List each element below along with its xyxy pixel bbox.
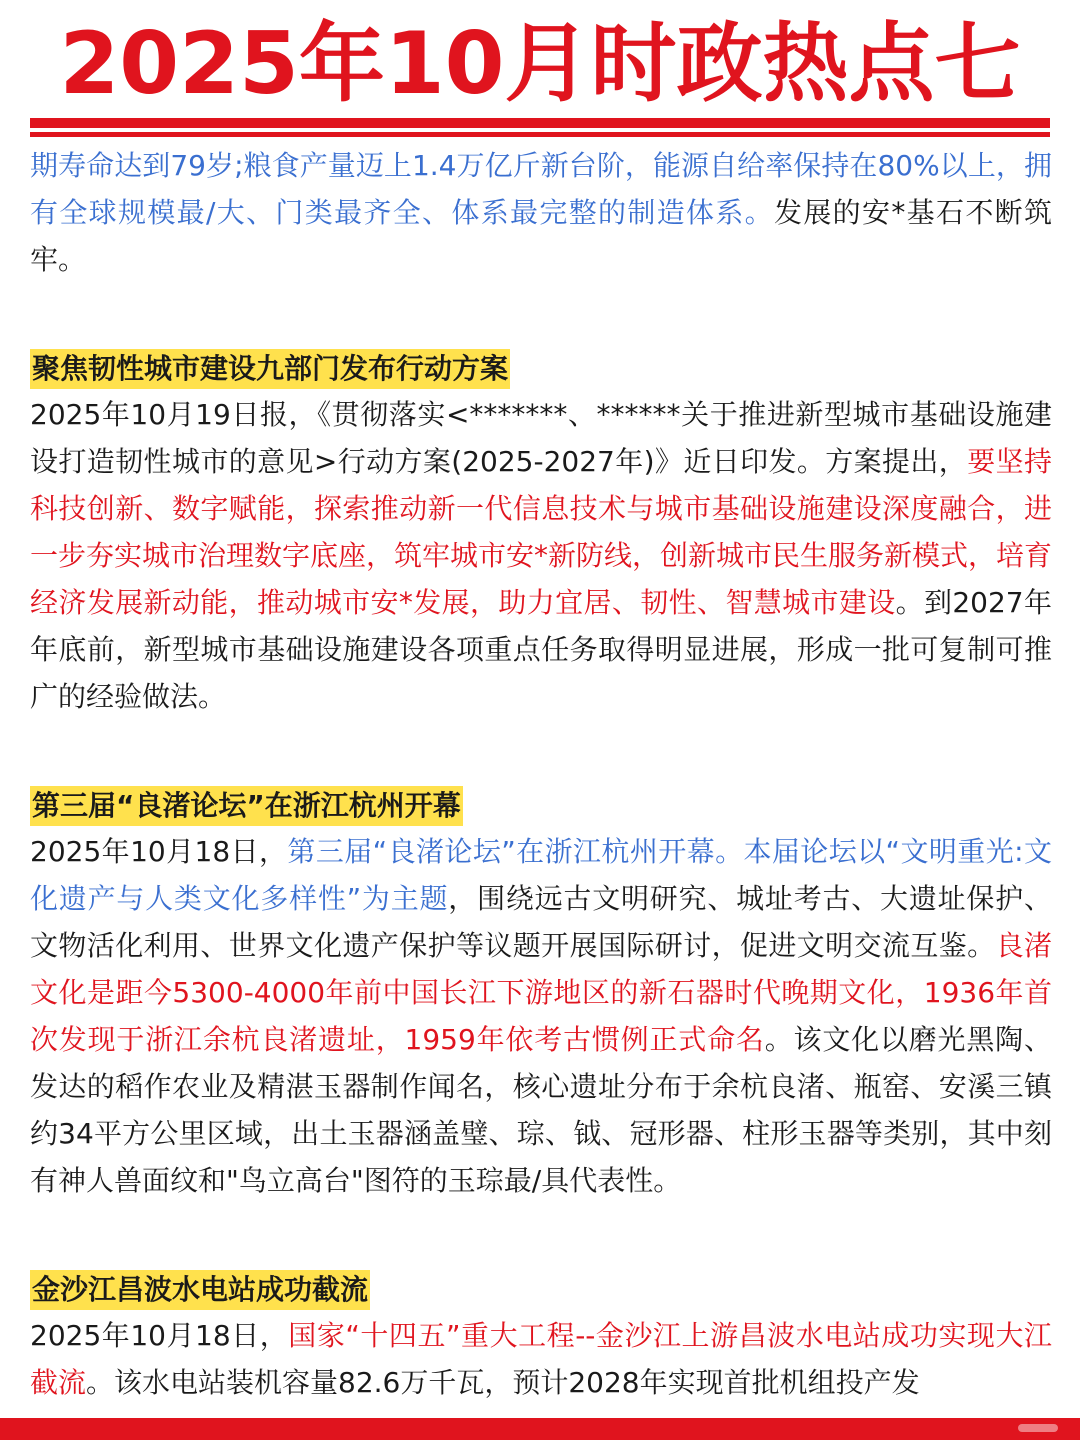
paragraph-text: 2025年10月18日， [30, 835, 288, 868]
section-heading: 第三届“良渚论坛”在浙江杭州开幕 [30, 786, 463, 826]
footer-watermark-mark [1018, 1424, 1058, 1432]
section-liangzhu-forum [30, 786, 1052, 1204]
paragraph-key-point: 要坚持科技创新、数字赋能，探索推动新一代信息技术与城市基础设施建设深度融合，进一步夯实城市治理数字底座，筑牢城市安*新防线，创新城市民生服务新模式，培育经济发展新动能，推动城市安*发展，助力宜居、韧性、智慧城市建设 [30, 445, 1053, 619]
article-body [30, 142, 1052, 1406]
section-heading: 聚焦韧性城市建设九部门发布行动方案 [30, 349, 510, 389]
footer-bar [0, 1418, 1080, 1440]
section-resilient-city [30, 349, 1052, 720]
paragraph-highlight: 第三届“良渚论坛”在浙江杭州开幕。本届论坛以“文明重光:文化遗产与人类文化多样性”为主题 [30, 835, 1052, 915]
paragraph-text: 。该水电站装机容量82.6万千瓦，预计2028年实现首批机组投产发 [86, 1366, 920, 1399]
section-paragraph [30, 1312, 1052, 1406]
section-paragraph [30, 391, 1052, 720]
paragraph-text: 2025年10月18日， [30, 1319, 289, 1352]
paragraph-key-point: 国家“十四五”重大工程--金沙江上游昌波水电站成功实现大江截流 [30, 1319, 1052, 1399]
paragraph-text: 。该文化以磨光黑陶、发达的稻作农业及精湛玉器制作闻名，核心遗址分布于余杭良渚、瓶窑、安溪三镇约34平方公里区域，出土玉器涵盖璧、琮、钺、冠形器、柱形玉器等类别，其中刻有神人兽面纹和"鸟立高台"图符的玉琮最/具代表性。 [30, 1023, 1052, 1197]
paragraph-key-point: 良渚文化是距今5300-4000年前中国长江下游地区的新石器时代晚期文化，1936年首次发现于浙江余杭良渚遗址，1959年依考古惯例正式命名 [30, 929, 1052, 1056]
paragraph-text: ，围绕远古文明研究、城址考古、大遗址保护、文物活化利用、世界文化遗产保护等议题开展国际研讨，促进文明交流互鉴。 [30, 882, 1052, 962]
intro-text: 发展的安*基石不断筑牢。 [30, 196, 1052, 276]
title-underline-thick [30, 118, 1050, 128]
intro-highlight-text: 期寿命达到79岁;粮食产量迈上1.4万亿斤新台阶，能源自给率保持在80%以上，拥有全球规模最/大、门类最齐全、体系最完整的制造体系。 [30, 149, 1052, 229]
intro-paragraph [30, 142, 1052, 283]
paragraph-text: 。到2027年年底前，新型城市基础设施建设各项重点任务取得明显进展，形成一批可复制可推广的经验做法。 [30, 586, 1052, 713]
section-heading: 金沙江昌波水电站成功截流 [30, 1270, 370, 1310]
section-changbo-hydropower [30, 1270, 1052, 1406]
page-title: 2025年10月时政热点七 [59, 14, 1021, 114]
title-underline-thin [30, 132, 1050, 137]
paragraph-text: 2025年10月19日报，《贯彻落实<*******、******关于推进新型城市基础设施建设打造韧性城市的意见>行动方案(2025-2027年)》近日印发。方案提出， [30, 398, 1052, 478]
section-paragraph [30, 828, 1052, 1204]
